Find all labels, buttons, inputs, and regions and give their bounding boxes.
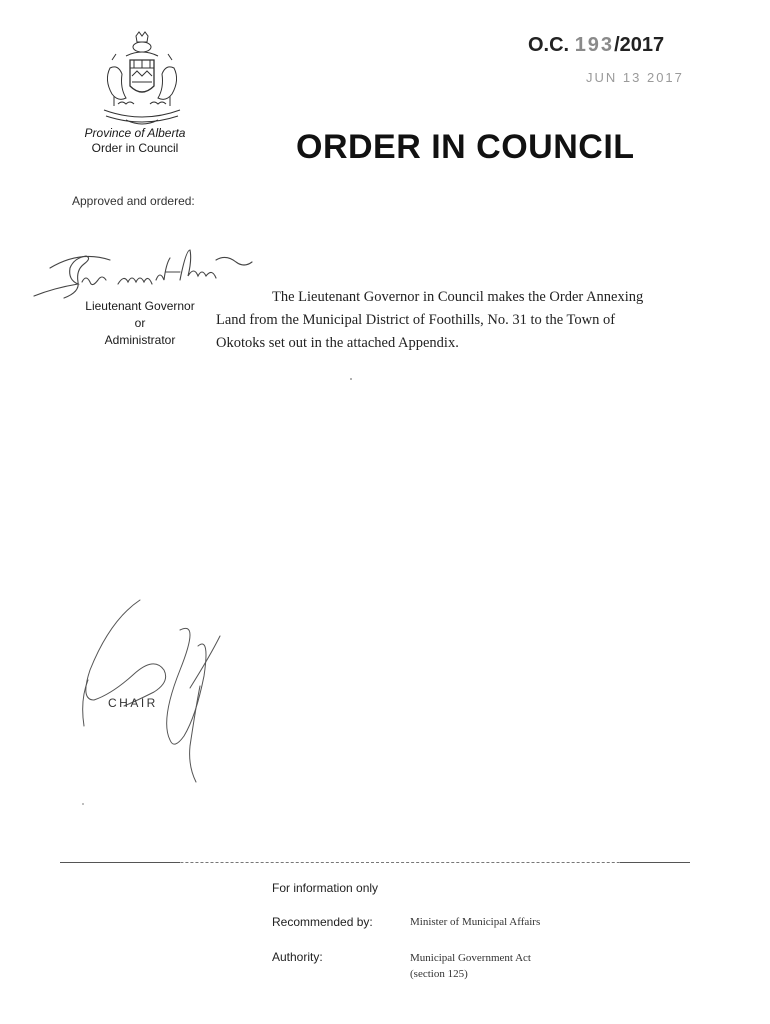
alberta-coat-of-arms xyxy=(96,30,188,130)
order-number xyxy=(528,34,664,57)
order-number-digits: 193 xyxy=(574,34,615,56)
speck xyxy=(350,378,352,380)
date-stamp: JUN 13 2017 xyxy=(586,70,684,85)
footer-divider-segment xyxy=(60,862,180,863)
issuing-authority xyxy=(60,126,210,156)
administrator-label: Administrator xyxy=(104,333,176,347)
authority-label: Authority: xyxy=(272,950,323,964)
order-text: The Lieutenant Governor in Council makes the Order Annexing Land from the Municipal District of Foothills, No. 31 to the Town of Okotoks set out in the attached Appendix. xyxy=(216,289,644,351)
recommended-by-value: Minister of Municipal Affairs xyxy=(410,916,541,928)
authority-value xyxy=(410,950,531,982)
chair-label: CHAIR xyxy=(108,696,158,710)
order-number-year: /2017 xyxy=(614,34,665,56)
authority-section: (section 125) xyxy=(410,968,468,980)
recommended-by-label: Recommended by: xyxy=(272,915,373,929)
signatory-block xyxy=(70,298,210,349)
or-label: or xyxy=(134,316,146,330)
speck xyxy=(82,803,84,805)
signatory-title: Lieutenant Governor xyxy=(85,299,195,313)
chair-signature xyxy=(70,590,270,790)
authority-act: Municipal Government Act xyxy=(410,952,531,964)
province-name: Province of Alberta xyxy=(84,126,186,140)
document-title: ORDER IN COUNCIL xyxy=(296,128,635,166)
order-number-prefix: O.C. xyxy=(528,34,570,56)
approved-label: Approved and ordered: xyxy=(72,194,195,208)
for-information-label: For information only xyxy=(272,881,379,895)
document-type-label: Order in Council xyxy=(91,141,179,155)
footer-divider-segment xyxy=(620,862,690,863)
